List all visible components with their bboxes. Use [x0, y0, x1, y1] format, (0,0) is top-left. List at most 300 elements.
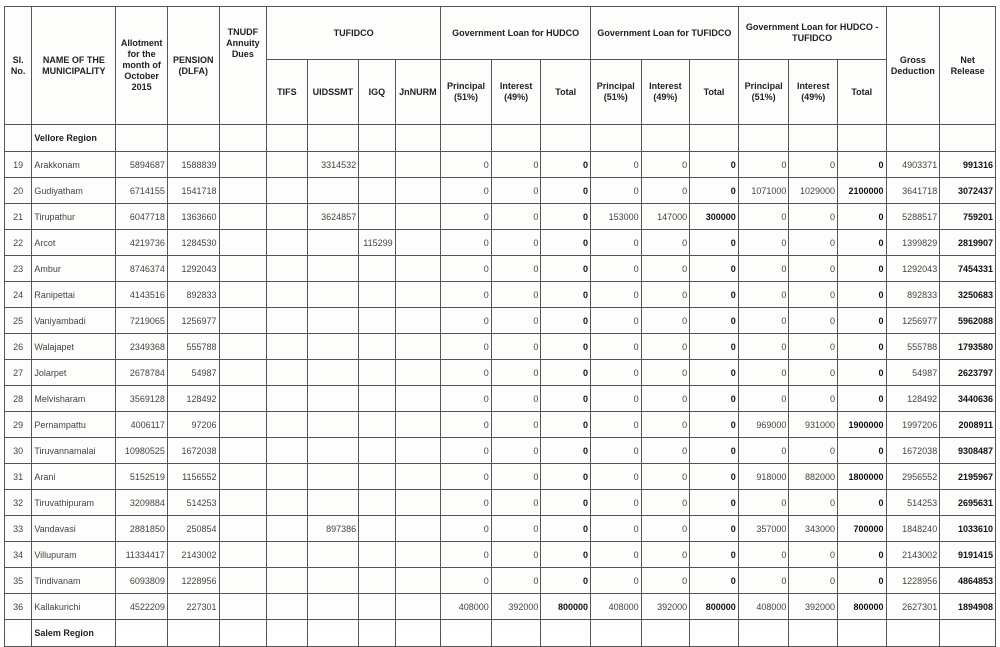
cell-pension: 1228956 [167, 568, 219, 594]
header-ht-principal: Principal (51%) [738, 60, 789, 125]
header-gov-hudco: Government Loan for HUDCO [441, 7, 591, 60]
cell-municipality: Kallakurichi [32, 594, 116, 620]
cell-ht-principal: 408000 [738, 594, 789, 620]
cell-ht-total: 0 [837, 568, 886, 594]
cell-igq [359, 152, 395, 178]
cell-ht-principal: 0 [738, 334, 789, 360]
cell-allotment: 3569128 [116, 386, 168, 412]
cell-uidssmt [307, 568, 359, 594]
cell-tnudf [219, 412, 267, 438]
cell-tufidco-total: 0 [690, 334, 739, 360]
header-gov-hudco-tufidco: Government Loan for HUDCO - TUFIDCO [738, 7, 886, 60]
cell-ht-principal: 1071000 [738, 178, 789, 204]
cell-tufidco-interest: 0 [641, 334, 690, 360]
cell-ht-total: 1900000 [837, 412, 886, 438]
cell-tifs [267, 230, 307, 256]
header-municipality: NAME OF THE MUNICIPALITY [32, 7, 116, 125]
cell-ht-total: 0 [837, 542, 886, 568]
cell-allotment: 2349368 [116, 334, 168, 360]
cell-ht-principal: 0 [738, 568, 789, 594]
cell-uidssmt [307, 256, 359, 282]
cell-tnudf [219, 178, 267, 204]
cell-net-release: 3072437 [940, 178, 996, 204]
cell-tufidco-total: 0 [690, 360, 739, 386]
cell-hudco-total: 0 [541, 256, 591, 282]
cell-ht-principal: 0 [738, 282, 789, 308]
cell-tufidco-total: 0 [690, 308, 739, 334]
cell-allotment: 11334417 [116, 542, 168, 568]
cell-municipality: Jolarpet [32, 360, 116, 386]
cell-jnnurm [395, 464, 441, 490]
cell-tifs [267, 360, 307, 386]
cell-ht-interest: 0 [789, 568, 838, 594]
cell-tufidco-principal: 0 [591, 282, 642, 308]
cell-tufidco-total: 0 [690, 438, 739, 464]
cell-tnudf [219, 386, 267, 412]
table-row [5, 178, 996, 204]
cell-jnnurm [395, 256, 441, 282]
cell-tufidco-principal: 0 [591, 152, 642, 178]
cell-net-release: 759201 [940, 204, 996, 230]
cell-pension: 1292043 [167, 256, 219, 282]
cell-tnudf [219, 256, 267, 282]
cell-hudco-principal: 0 [441, 178, 492, 204]
cell-net-release: 9191415 [940, 542, 996, 568]
cell-hudco-total: 0 [541, 516, 591, 542]
cell-uidssmt [307, 542, 359, 568]
cell-tifs [267, 282, 307, 308]
table-row [5, 542, 996, 568]
cell-uidssmt [307, 438, 359, 464]
cell-hudco-interest: 0 [491, 334, 541, 360]
cell-tnudf [219, 438, 267, 464]
municipality-allocation-table [4, 6, 996, 647]
cell-hudco-principal: 0 [441, 490, 492, 516]
cell-igq [359, 438, 395, 464]
table-row [5, 360, 996, 386]
cell-municipality: Arcot [32, 230, 116, 256]
cell-uidssmt: 3624857 [307, 204, 359, 230]
cell-ht-interest: 0 [789, 204, 838, 230]
cell-pension: 555788 [167, 334, 219, 360]
cell-ht-principal: 0 [738, 230, 789, 256]
cell-hudco-principal: 0 [441, 464, 492, 490]
cell-ht-principal: 918000 [738, 464, 789, 490]
cell-hudco-principal: 0 [441, 256, 492, 282]
cell-tufidco-interest: 147000 [641, 204, 690, 230]
cell-tufidco-principal: 0 [591, 178, 642, 204]
cell-hudco-total: 0 [541, 412, 591, 438]
cell-hudco-principal: 0 [441, 568, 492, 594]
cell-jnnurm [395, 230, 441, 256]
cell-tnudf [219, 308, 267, 334]
cell-tufidco-interest: 0 [641, 568, 690, 594]
cell-net-release: 991316 [940, 152, 996, 178]
cell-tufidco-total: 0 [690, 256, 739, 282]
cell-igq [359, 386, 395, 412]
cell-hudco-principal: 0 [441, 282, 492, 308]
cell-sl-no: 29 [5, 412, 32, 438]
cell-pension: 1156552 [167, 464, 219, 490]
cell-tufidco-total: 0 [690, 386, 739, 412]
cell-tifs [267, 204, 307, 230]
cell-hudco-principal: 0 [441, 360, 492, 386]
cell-sl-no: 35 [5, 568, 32, 594]
cell-ht-interest: 931000 [789, 412, 838, 438]
cell-allotment: 6714155 [116, 178, 168, 204]
header-hudco-total: Total [541, 60, 591, 125]
header-ht-total: Total [837, 60, 886, 125]
cell-municipality: Tiruvannamalai [32, 438, 116, 464]
cell-tufidco-interest: 0 [641, 464, 690, 490]
cell-uidssmt [307, 594, 359, 620]
cell-pension: 227301 [167, 594, 219, 620]
table-body [5, 125, 996, 647]
header-allotment: Allotment for the month of October 2015 [116, 7, 168, 125]
cell-net-release: 1894908 [940, 594, 996, 620]
cell-tufidco-principal: 0 [591, 542, 642, 568]
cell-sl-no: 20 [5, 178, 32, 204]
cell-allotment: 2678784 [116, 360, 168, 386]
cell-tifs [267, 178, 307, 204]
table-row [5, 230, 996, 256]
cell-tifs [267, 386, 307, 412]
cell-tnudf [219, 230, 267, 256]
cell-allotment: 7219065 [116, 308, 168, 334]
cell-jnnurm [395, 386, 441, 412]
cell-net-release: 4864853 [940, 568, 996, 594]
cell-jnnurm [395, 542, 441, 568]
cell-tufidco-total: 800000 [690, 594, 739, 620]
cell-ht-total: 800000 [837, 594, 886, 620]
cell-ht-total: 700000 [837, 516, 886, 542]
cell-net-release: 3250683 [940, 282, 996, 308]
cell-tifs [267, 256, 307, 282]
cell-hudco-total: 0 [541, 282, 591, 308]
cell-allotment: 4006117 [116, 412, 168, 438]
table-row [5, 464, 996, 490]
table-row [5, 334, 996, 360]
cell-hudco-interest: 0 [491, 152, 541, 178]
cell-igq [359, 516, 395, 542]
cell-jnnurm [395, 568, 441, 594]
cell-hudco-total: 0 [541, 464, 591, 490]
cell-tnudf [219, 282, 267, 308]
cell-sl-no: 33 [5, 516, 32, 542]
cell-gross-deduction: 2627301 [886, 594, 940, 620]
cell-tnudf [219, 568, 267, 594]
cell-tufidco-interest: 0 [641, 438, 690, 464]
cell-ht-principal: 0 [738, 386, 789, 412]
table-row [5, 256, 996, 282]
cell-gross-deduction: 3641718 [886, 178, 940, 204]
cell-gross-deduction: 1399829 [886, 230, 940, 256]
cell-ht-interest: 1029000 [789, 178, 838, 204]
cell-tnudf [219, 594, 267, 620]
cell-pension: 1256977 [167, 308, 219, 334]
cell-tufidco-interest: 0 [641, 542, 690, 568]
cell-tufidco-total: 0 [690, 282, 739, 308]
cell-sl-no: 32 [5, 490, 32, 516]
cell-igq [359, 178, 395, 204]
cell-hudco-principal: 0 [441, 386, 492, 412]
cell-allotment: 5152519 [116, 464, 168, 490]
table-row [5, 490, 996, 516]
cell-tufidco-interest: 0 [641, 386, 690, 412]
cell-ht-principal: 0 [738, 256, 789, 282]
cell-tufidco-total: 0 [690, 230, 739, 256]
cell-pension: 1363660 [167, 204, 219, 230]
cell-municipality: Arakkonam [32, 152, 116, 178]
cell-tifs [267, 542, 307, 568]
cell-municipality: Arani [32, 464, 116, 490]
cell-tufidco-total: 0 [690, 516, 739, 542]
header-tufidco-principal: Principal (51%) [591, 60, 642, 125]
region-label-vellore: Vellore Region [32, 125, 116, 152]
cell-jnnurm [395, 516, 441, 542]
header-hudco-interest: Interest (49%) [491, 60, 541, 125]
cell-tufidco-interest: 0 [641, 516, 690, 542]
cell-hudco-total: 800000 [541, 594, 591, 620]
cell-gross-deduction: 1292043 [886, 256, 940, 282]
cell-ht-interest: 0 [789, 308, 838, 334]
cell-tufidco-total: 0 [690, 542, 739, 568]
cell-allotment: 4522209 [116, 594, 168, 620]
cell-pension: 892833 [167, 282, 219, 308]
cell-hudco-interest: 0 [491, 386, 541, 412]
cell-ht-principal: 0 [738, 204, 789, 230]
cell-net-release: 9308487 [940, 438, 996, 464]
cell-ht-total: 0 [837, 308, 886, 334]
cell-ht-total: 0 [837, 360, 886, 386]
cell-gross-deduction: 4903371 [886, 152, 940, 178]
cell-ht-total: 0 [837, 438, 886, 464]
cell-gross-deduction: 555788 [886, 334, 940, 360]
cell-tufidco-total: 0 [690, 568, 739, 594]
cell-gross-deduction: 1672038 [886, 438, 940, 464]
cell-net-release: 2819907 [940, 230, 996, 256]
cell-hudco-principal: 0 [441, 438, 492, 464]
cell-uidssmt [307, 360, 359, 386]
cell-ht-interest: 882000 [789, 464, 838, 490]
cell-gross-deduction: 1228956 [886, 568, 940, 594]
cell-hudco-interest: 0 [491, 464, 541, 490]
table-row [5, 308, 996, 334]
cell-tufidco-total: 0 [690, 152, 739, 178]
cell-ht-principal: 0 [738, 152, 789, 178]
cell-hudco-interest: 0 [491, 360, 541, 386]
cell-hudco-total: 0 [541, 386, 591, 412]
cell-tufidco-interest: 0 [641, 178, 690, 204]
cell-igq [359, 594, 395, 620]
header-sl-no: Sl. No. [5, 7, 32, 125]
cell-ht-total: 0 [837, 490, 886, 516]
cell-ht-interest: 343000 [789, 516, 838, 542]
cell-allotment: 6093809 [116, 568, 168, 594]
cell-hudco-total: 0 [541, 230, 591, 256]
cell-ht-principal: 969000 [738, 412, 789, 438]
cell-hudco-principal: 0 [441, 308, 492, 334]
cell-hudco-interest: 0 [491, 542, 541, 568]
cell-tnudf [219, 490, 267, 516]
cell-tufidco-principal: 0 [591, 386, 642, 412]
cell-gross-deduction: 892833 [886, 282, 940, 308]
cell-pension: 128492 [167, 386, 219, 412]
region-label-salem: Salem Region [32, 620, 116, 647]
header-tufidco-total: Total [690, 60, 739, 125]
cell-net-release: 2623797 [940, 360, 996, 386]
cell-hudco-interest: 0 [491, 230, 541, 256]
cell-hudco-interest: 0 [491, 568, 541, 594]
cell-uidssmt [307, 230, 359, 256]
cell-ht-total: 0 [837, 334, 886, 360]
cell-hudco-interest: 0 [491, 490, 541, 516]
cell-jnnurm [395, 204, 441, 230]
cell-sl-no: 26 [5, 334, 32, 360]
cell-ht-total: 0 [837, 386, 886, 412]
cell-hudco-interest: 0 [491, 204, 541, 230]
cell-allotment: 6047718 [116, 204, 168, 230]
cell-ht-total: 0 [837, 204, 886, 230]
cell-jnnurm [395, 308, 441, 334]
cell-jnnurm [395, 152, 441, 178]
cell-hudco-interest: 0 [491, 412, 541, 438]
cell-tifs [267, 490, 307, 516]
cell-uidssmt [307, 490, 359, 516]
cell-sl-no: 36 [5, 594, 32, 620]
cell-tufidco-principal: 0 [591, 308, 642, 334]
cell-net-release: 1793580 [940, 334, 996, 360]
cell-tnudf [219, 334, 267, 360]
cell-sl-no: 24 [5, 282, 32, 308]
header-uidssmt: UIDSSMT [307, 60, 359, 125]
cell-hudco-total: 0 [541, 178, 591, 204]
cell-hudco-total: 0 [541, 152, 591, 178]
cell-uidssmt [307, 412, 359, 438]
cell-tifs [267, 516, 307, 542]
cell-tufidco-principal: 153000 [591, 204, 642, 230]
cell-gross-deduction: 2956552 [886, 464, 940, 490]
cell-igq [359, 542, 395, 568]
cell-tufidco-total: 0 [690, 178, 739, 204]
cell-tnudf [219, 360, 267, 386]
cell-municipality: Vaniyambadi [32, 308, 116, 334]
cell-ht-interest: 0 [789, 490, 838, 516]
cell-gross-deduction: 128492 [886, 386, 940, 412]
cell-gross-deduction: 5288517 [886, 204, 940, 230]
cell-tufidco-principal: 0 [591, 490, 642, 516]
header-tufidco: TUFIDCO [267, 7, 441, 60]
cell-ht-interest: 0 [789, 152, 838, 178]
cell-hudco-total: 0 [541, 360, 591, 386]
allocation-sheet [4, 6, 996, 638]
cell-pension: 1284530 [167, 230, 219, 256]
cell-gross-deduction: 2143002 [886, 542, 940, 568]
cell-tufidco-interest: 0 [641, 490, 690, 516]
cell-hudco-total: 0 [541, 438, 591, 464]
cell-hudco-interest: 0 [491, 438, 541, 464]
cell-ht-interest: 0 [789, 256, 838, 282]
cell-hudco-interest: 0 [491, 282, 541, 308]
cell-uidssmt: 3314532 [307, 152, 359, 178]
cell-sl-no: 30 [5, 438, 32, 464]
cell-tufidco-interest: 0 [641, 230, 690, 256]
cell-pension: 1672038 [167, 438, 219, 464]
cell-gross-deduction: 1848240 [886, 516, 940, 542]
cell-ht-interest: 0 [789, 542, 838, 568]
cell-tifs [267, 594, 307, 620]
cell-igq [359, 308, 395, 334]
cell-municipality: Melvisharam [32, 386, 116, 412]
cell-net-release: 5962088 [940, 308, 996, 334]
cell-ht-interest: 392000 [789, 594, 838, 620]
cell-jnnurm [395, 594, 441, 620]
header-pension: PENSION (DLFA) [167, 7, 219, 125]
cell-jnnurm [395, 412, 441, 438]
cell-igq [359, 490, 395, 516]
cell-ht-interest: 0 [789, 360, 838, 386]
cell-tufidco-principal: 0 [591, 334, 642, 360]
cell-uidssmt [307, 464, 359, 490]
cell-uidssmt [307, 178, 359, 204]
cell-ht-interest: 0 [789, 386, 838, 412]
cell-tufidco-interest: 0 [641, 256, 690, 282]
cell-tnudf [219, 464, 267, 490]
cell-hudco-interest: 0 [491, 178, 541, 204]
header-net-release: Net Release [940, 7, 996, 125]
cell-tnudf [219, 542, 267, 568]
cell-hudco-total: 0 [541, 490, 591, 516]
cell-gross-deduction: 514253 [886, 490, 940, 516]
cell-uidssmt [307, 282, 359, 308]
cell-municipality: Tindivanam [32, 568, 116, 594]
cell-net-release: 3440636 [940, 386, 996, 412]
cell-net-release: 2008911 [940, 412, 996, 438]
header-ht-interest: Interest (49%) [789, 60, 838, 125]
cell-tufidco-interest: 0 [641, 282, 690, 308]
cell-tnudf [219, 152, 267, 178]
cell-ht-principal: 0 [738, 308, 789, 334]
cell-jnnurm [395, 282, 441, 308]
cell-uidssmt [307, 386, 359, 412]
table-row [5, 438, 996, 464]
cell-ht-total: 0 [837, 256, 886, 282]
cell-tifs [267, 152, 307, 178]
table-row [5, 282, 996, 308]
cell-municipality: Villupuram [32, 542, 116, 568]
cell-ht-total: 0 [837, 282, 886, 308]
cell-jnnurm [395, 178, 441, 204]
cell-hudco-total: 0 [541, 542, 591, 568]
cell-net-release: 2695631 [940, 490, 996, 516]
cell-tufidco-principal: 0 [591, 438, 642, 464]
cell-igq [359, 256, 395, 282]
cell-tufidco-principal: 0 [591, 464, 642, 490]
table-row [5, 594, 996, 620]
cell-ht-principal: 0 [738, 360, 789, 386]
cell-hudco-principal: 0 [441, 334, 492, 360]
cell-tufidco-principal: 0 [591, 230, 642, 256]
table-row [5, 204, 996, 230]
cell-sl-no: 25 [5, 308, 32, 334]
cell-tufidco-interest: 0 [641, 412, 690, 438]
cell-ht-total: 1800000 [837, 464, 886, 490]
cell-allotment: 8746374 [116, 256, 168, 282]
cell-tufidco-principal: 0 [591, 516, 642, 542]
cell-hudco-principal: 408000 [441, 594, 492, 620]
cell-ht-interest: 0 [789, 282, 838, 308]
cell-sl-no: 22 [5, 230, 32, 256]
